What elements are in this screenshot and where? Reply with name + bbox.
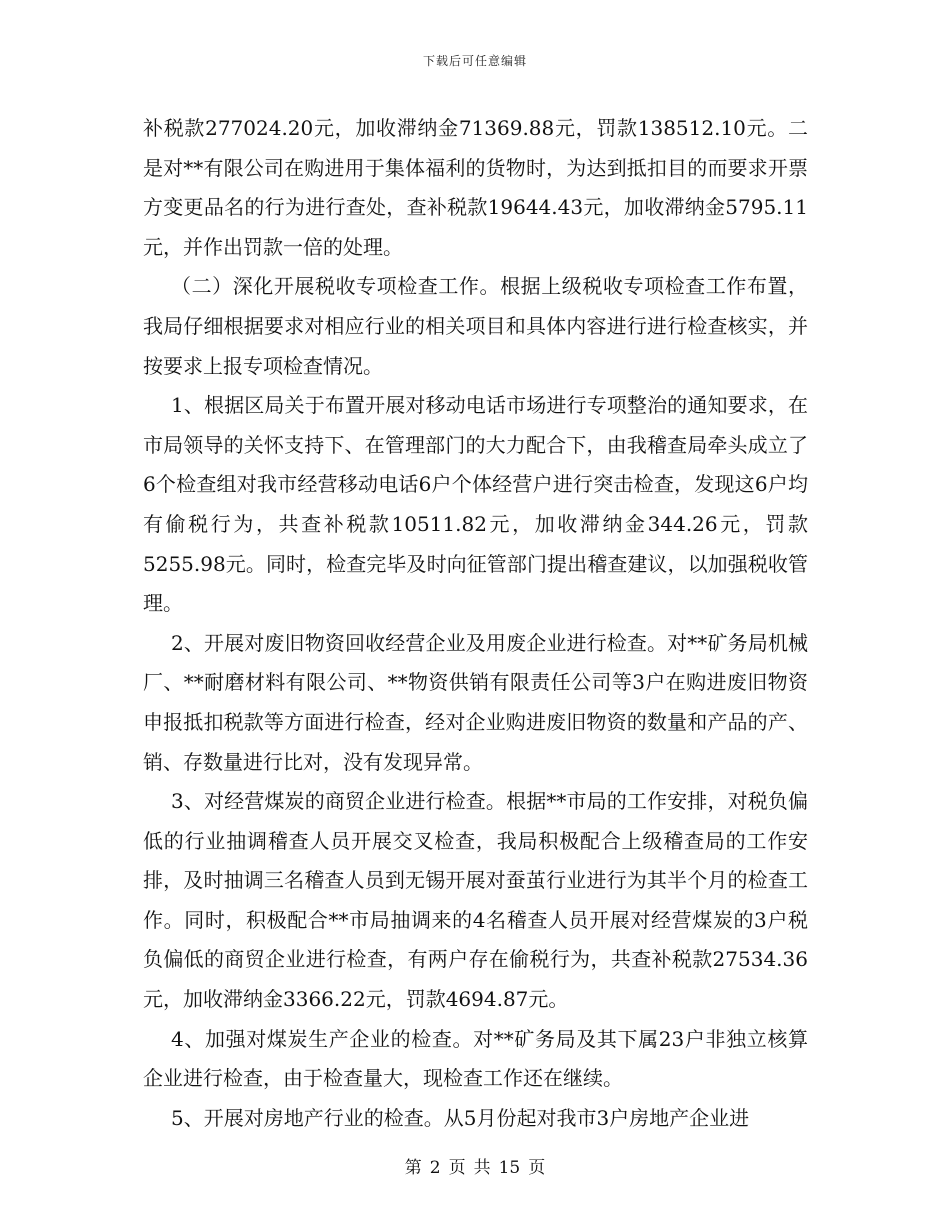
- paragraph-continuation: 补税款277024.20元，加收滞纳金71369.88元，罚款138512.10元。二是对**有限公司在购进用于集体福利的货物时，为达到抵扣目的而要求开票方变更品名的行为进行查处，查补税款19644.43元，加收滞纳金5795.11元，并作出罚款一倍的处理。: [143, 116, 808, 259]
- current-page-number: 2: [429, 1158, 441, 1178]
- document-body: [143, 109, 808, 1138]
- paragraph-item-1: 1、根据区局关于布置开展对移动电话市场进行专项整治的通知要求，在市局领导的关怀支持下、在管理部门的大力配合下，由我稽查局牵头成立了6个检查组对我市经营移动电话6户个体经营户进行突击检查，发现这6户均有偷税行为，共查补税款10511.82元，加收滞纳金344.26元，罚款5255.98元。同时，检查完毕及时向征管部门提出稽查建议，以加强税收管理。: [143, 393, 808, 616]
- page-label-mid-1: 页: [448, 1158, 466, 1178]
- paragraph-section-2: （二）深化开展税收专项检查工作。根据上级税收专项检查工作布置，我局仔细根据要求对相应行业的相关项目和具体内容进行进行检查核实，并按要求上报专项检查情况。: [143, 274, 808, 378]
- paragraph-item-5: 5、开展对房地产行业的检查。从5月份起对我市3户房地产企业进: [171, 1105, 750, 1130]
- page-footer: [0, 1153, 950, 1178]
- page-label-suffix: 页: [528, 1158, 546, 1178]
- paragraph-item-4: 4、加强对煤炭生产企业的检查。对**矿务局及其下属23户非独立核算企业进行检查，由于检查量大，现检查工作还在继续。: [143, 1026, 808, 1091]
- paragraph-item-2: 2、开展对废旧物资回收经营企业及用废企业进行检查。对**矿务局机械厂、**耐磨材料有限公司、**物资供销有限责任公司等3户在购进废旧物资申报抵扣税款等方面进行检查，经对企业购进废旧物资的数量和产品的产、销、存数量进行比对，没有发现异常。: [143, 630, 808, 774]
- page-label-mid-2: 共: [473, 1158, 491, 1178]
- page-header: 下载后可任意编辑: [422, 54, 527, 68]
- total-pages-number: 15: [498, 1158, 521, 1178]
- page-label-prefix: 第: [404, 1158, 422, 1178]
- paragraph-item-3: 3、对经营煤炭的商贸企业进行检查。根据**市局的工作安排，对税负偏低的行业抽调稽查人员开展交叉检查，我局积极配合上级稽查局的工作安排，及时抽调三名稽查人员到无锡开展对蚕茧行业进行为其半个月的检查工作。同时，积极配合**市局抽调来的4名稽查人员开展对经营煤炭的3户税负偏低的商贸企业进行检查，有两户存在偷税行为，共查补税款27534.36元，加收滞纳金3366.22元，罚款4694.87元。: [143, 789, 808, 1012]
